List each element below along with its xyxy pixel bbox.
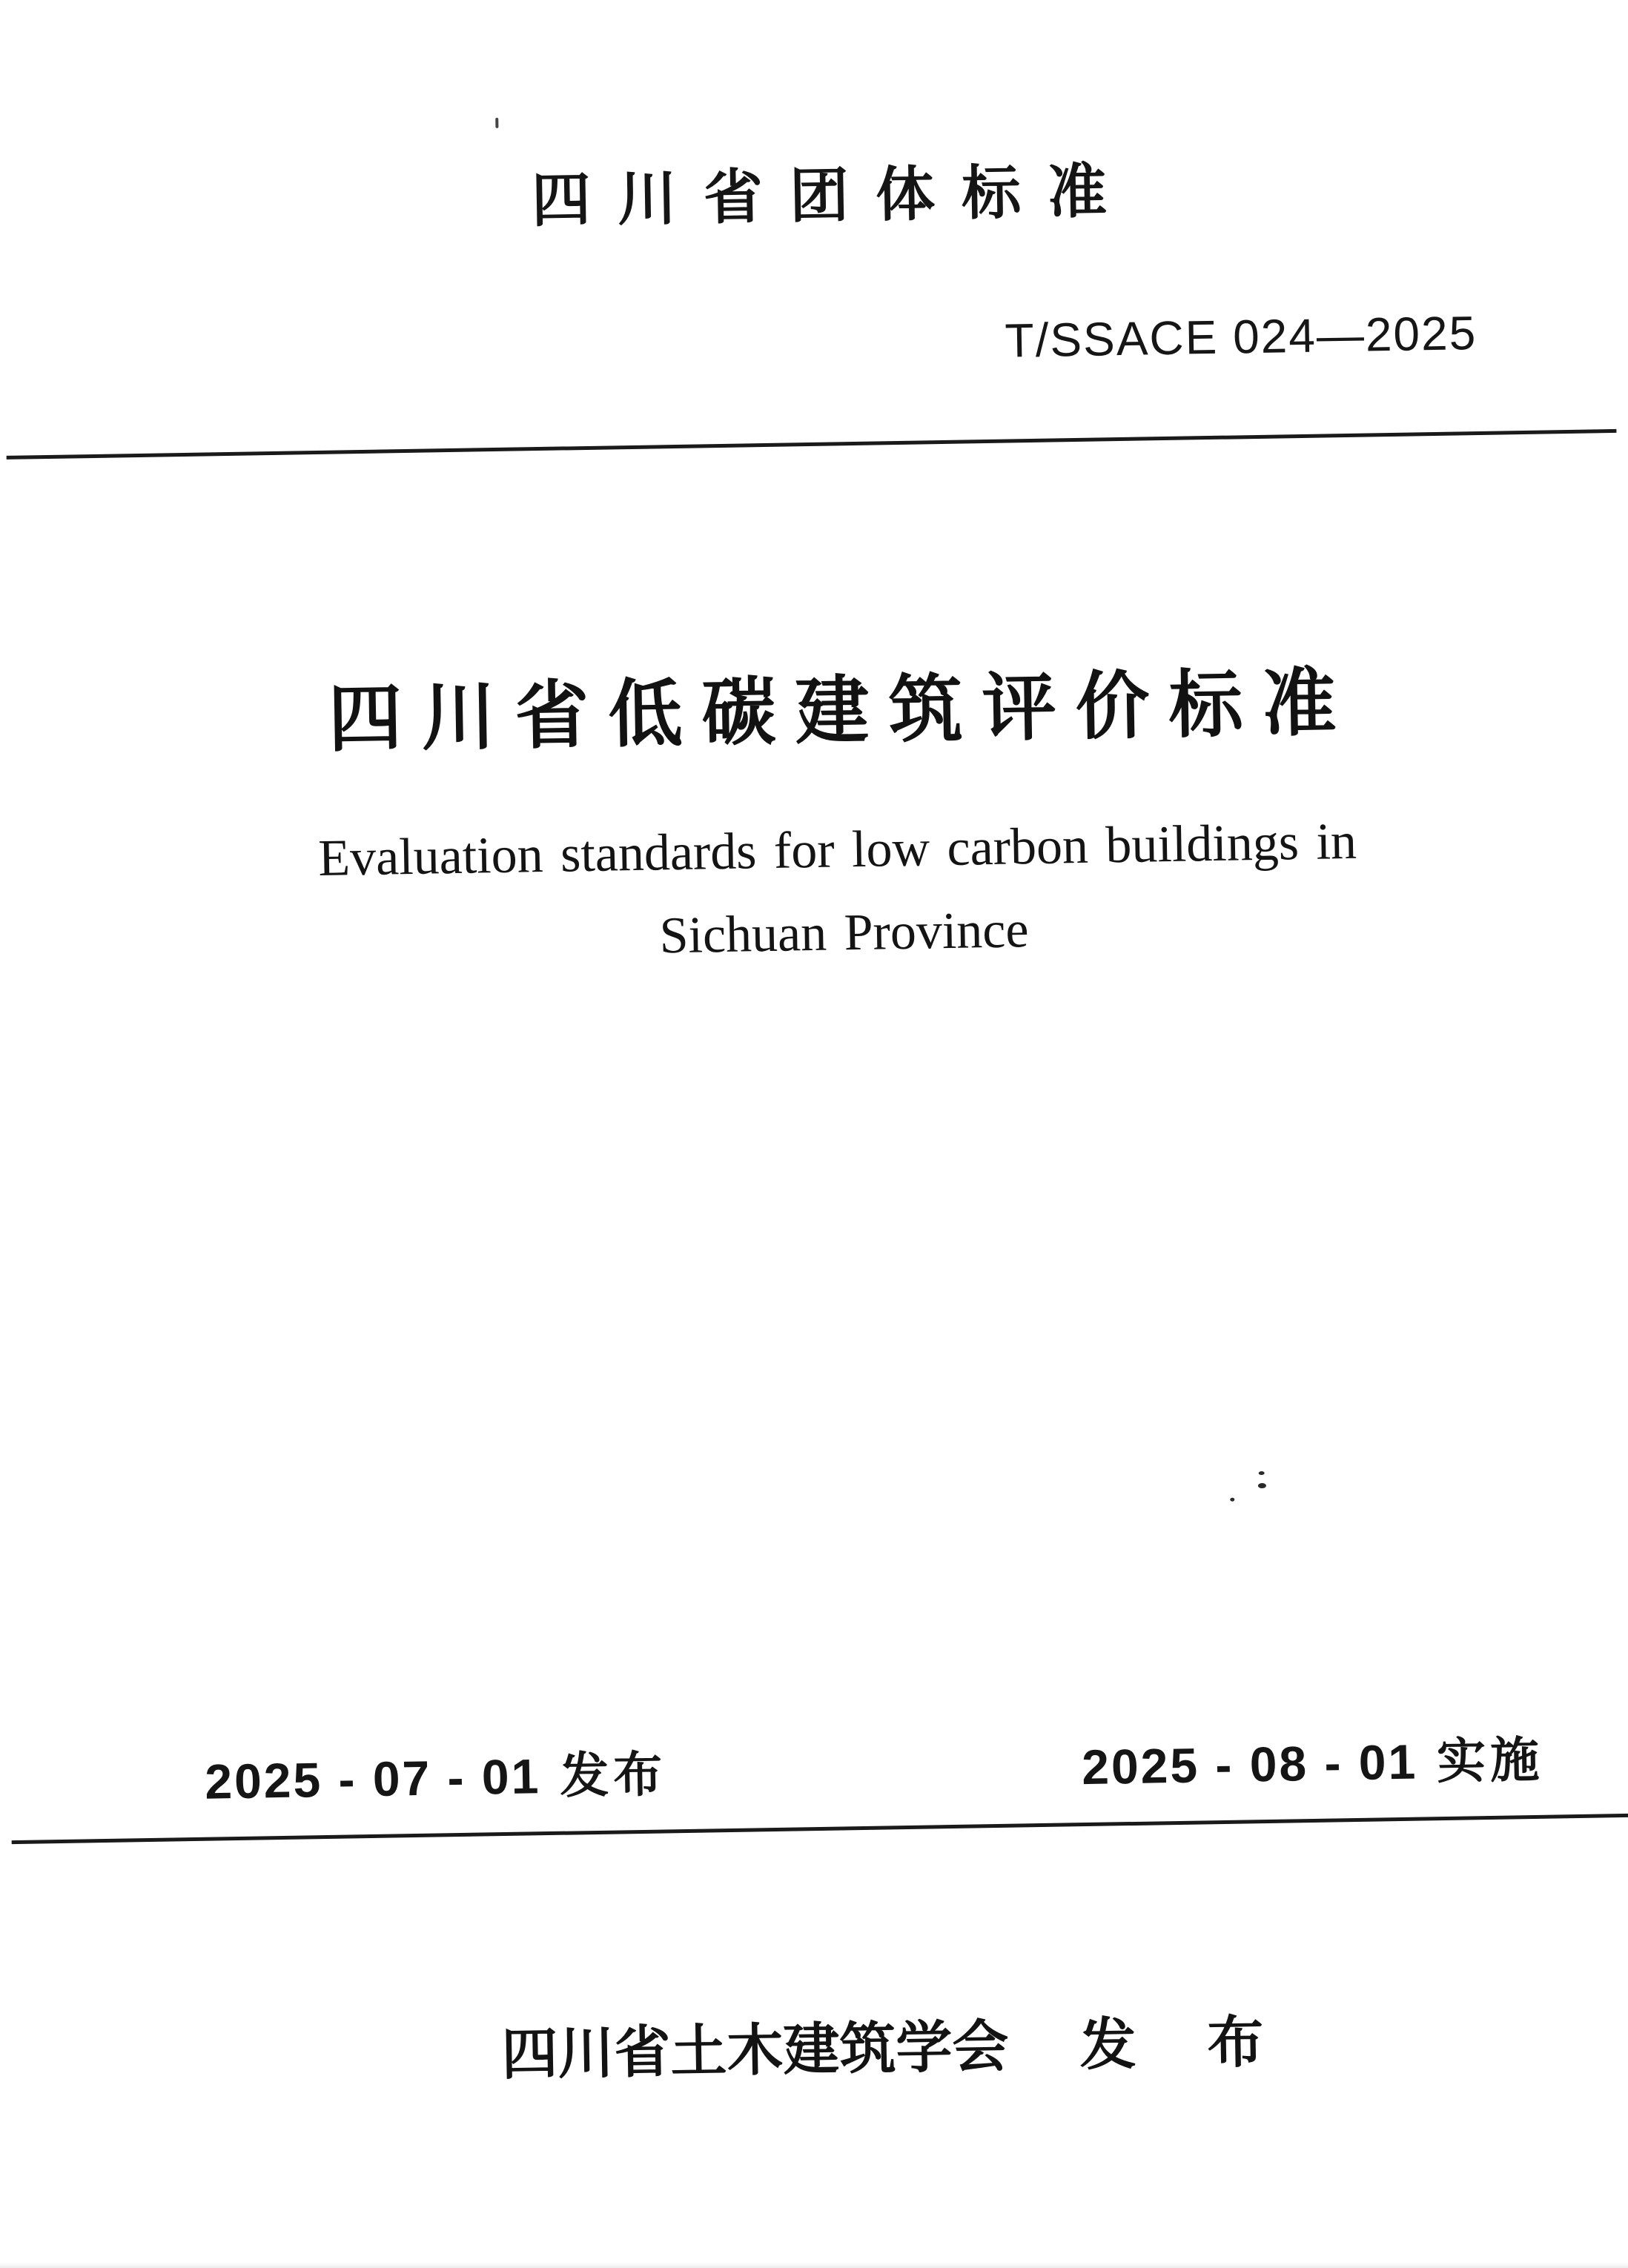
document-title-zh: 四川省低碳建筑评价标准 [327, 661, 1357, 761]
standard-category-heading: 四川省团体标准 [531, 159, 1134, 235]
issue-date-line [204, 1746, 667, 1809]
top-horizontal-rule [7, 429, 1617, 460]
implement-date-label: 实施 [1436, 1731, 1544, 1789]
publisher-line [501, 2012, 1264, 2086]
bottom-horizontal-rule [12, 1814, 1628, 1844]
scan-speck [1259, 1471, 1265, 1475]
standard-code: T/SSACE 024—2025 [1004, 306, 1478, 368]
scan-bottom-edge-shadow [0, 2262, 1628, 2268]
issue-date-label: 发布 [559, 1746, 667, 1803]
publisher-name: 四川省土木建筑学会 [500, 2015, 1010, 2087]
document-title-en-line2: Sichuan Province [658, 901, 1030, 965]
scan-speck [495, 118, 498, 128]
scan-speck [1258, 1483, 1266, 1488]
document-title-en-line1: Evaluation standards for low carbon buildings in [317, 812, 1357, 888]
publisher-verb-char1: 发 [1079, 2012, 1137, 2078]
implement-date: 2025 - 08 - 01 [1081, 1734, 1418, 1795]
issue-date: 2025 - 07 - 01 [204, 1748, 541, 1809]
implement-date-line [1081, 1731, 1544, 1795]
publisher-verb-char2: 布 [1206, 2011, 1265, 2075]
scan-speck [1230, 1498, 1234, 1502]
